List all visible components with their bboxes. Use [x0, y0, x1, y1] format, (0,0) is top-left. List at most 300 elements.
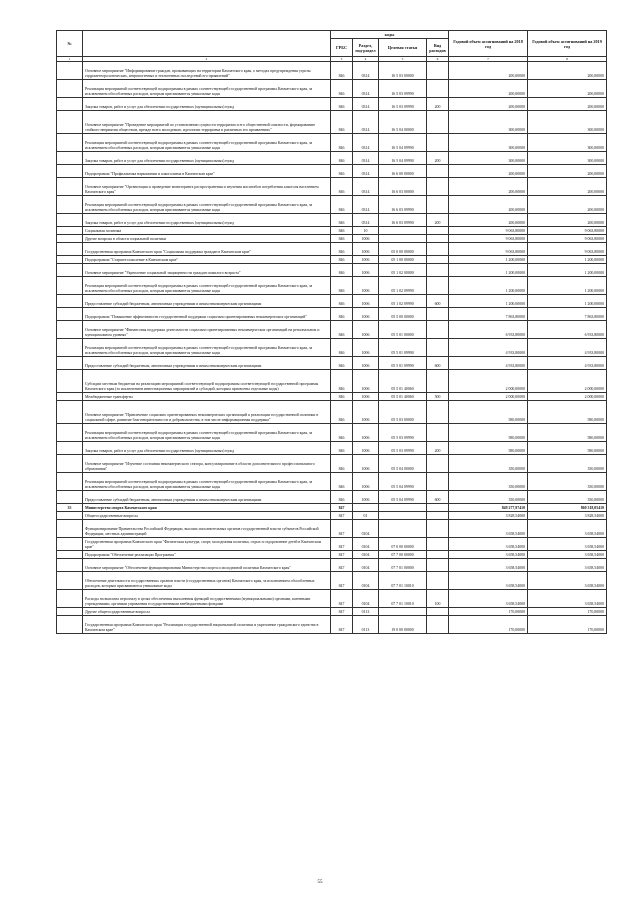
row-number — [57, 538, 83, 551]
row-amount-2018: 350,00000 — [449, 455, 528, 473]
row-grbs: 846 — [331, 424, 353, 442]
row-amount-2019: 9 063,80000 — [528, 243, 607, 256]
row-target-article: 05 5 04 09990 — [379, 473, 427, 491]
row-razdel: 1006 — [353, 491, 379, 504]
row-razdel: 1006 — [353, 442, 379, 455]
row-amount-2018: 1 200,00000 — [449, 277, 528, 295]
row-grbs: 846 — [331, 357, 353, 370]
row-expense-type: 200 — [427, 152, 449, 165]
row-grbs: 847 — [331, 559, 353, 572]
table-row — [57, 235, 607, 243]
table-row — [57, 134, 607, 152]
row-name: Подпрограмма "Старшее поколение в Камчатском крае" — [83, 256, 331, 264]
row-target-article: 07 7 01 10010 — [379, 590, 427, 608]
row-amount-2019: 1 200,00000 — [528, 277, 607, 295]
row-expense-type — [427, 572, 449, 590]
row-razdel: 0314 — [353, 214, 379, 227]
row-target-article: 16 5 04 09990 — [379, 152, 427, 165]
row-name: Подпрограмма "Обеспечение реализации Программы" — [83, 551, 331, 559]
row-expense-type — [427, 243, 449, 256]
row-amount-2019: 300,00000 — [528, 111, 607, 134]
row-razdel: 0314 — [353, 98, 379, 111]
row-number — [57, 277, 83, 295]
row-name: Реализация мероприятий соответствующей подпрограммы в рамках соответствующей государственной программы Камчатского края, за исключением обособленных расходов, которым присваиваются уникальные коды — [83, 473, 331, 491]
row-amount-2019: 3 658,54000 — [528, 538, 607, 551]
row-expense-type — [427, 370, 449, 393]
row-number — [57, 80, 83, 98]
row-name: Закупка товаров, работ и услуг для обеспечения государственных (муниципальных) нужд — [83, 152, 331, 165]
row-amount-2019: 170,00000 — [528, 608, 607, 616]
row-grbs: 846 — [331, 165, 353, 178]
row-name: Социальная политика — [83, 227, 331, 235]
row-amount-2018: 170,00000 — [449, 608, 528, 616]
row-target-article: 05 5 04 09990 — [379, 491, 427, 504]
row-name: Предоставление субсидий бюджетным, автономным учреждениям и иным некоммерческим организациям — [83, 491, 331, 504]
row-target-article: 16 5 03 09990 — [379, 80, 427, 98]
row-name: Реализация мероприятий соответствующей подпрограммы в рамках соответствующей государственной программы Камчатского края, за исключением обособленных расходов, которым присваиваются уникальные коды — [83, 424, 331, 442]
row-grbs: 847 — [331, 608, 353, 616]
row-expense-type — [427, 62, 449, 80]
row-target-article: 05 5 01 09990 — [379, 357, 427, 370]
row-amount-2019: 4 933,80000 — [528, 339, 607, 357]
row-target-article: 05 1 02 09990 — [379, 295, 427, 308]
row-number — [57, 491, 83, 504]
table-row — [57, 491, 607, 504]
row-amount-2019: 3 658,54000 — [528, 590, 607, 608]
row-target-article: 05 1 02 00000 — [379, 264, 427, 277]
row-amount-2019: 2 000,00000 — [528, 370, 607, 393]
row-amount-2019: 9 063,80000 — [528, 227, 607, 235]
row-amount-2018: 3 658,54000 — [449, 551, 528, 559]
row-razdel: 1006 — [353, 277, 379, 295]
budget-table-wrapper — [56, 30, 606, 634]
row-target-article: 16 5 03 00000 — [379, 62, 427, 80]
row-amount-2018: 2 000,00000 — [449, 370, 528, 393]
row-name: Подпрограмма "Профилактика наркомании и алкоголизма в Камчатском крае" — [83, 165, 331, 178]
row-razdel: 1006 — [353, 235, 379, 243]
row-grbs: 846 — [331, 256, 353, 264]
row-expense-type — [427, 401, 449, 424]
row-name: Государственная программа Камчатского края "Социальная поддержка граждан в Камчатском крае" — [83, 243, 331, 256]
row-grbs: 846 — [331, 227, 353, 235]
table-row — [57, 357, 607, 370]
row-name: Государственная программа Камчатского края "Реализация государственной национальной политики и укрепление гражданского единства в Камчатском крае" — [83, 616, 331, 634]
row-target-article: 16 6 03 09990 — [379, 196, 427, 214]
row-target-article: 05 5 01 09990 — [379, 339, 427, 357]
row-amount-2018: 9 063,80000 — [449, 243, 528, 256]
table-row — [57, 165, 607, 178]
row-number — [57, 165, 83, 178]
row-number — [57, 357, 83, 370]
table-row — [57, 178, 607, 196]
row-amount-2019: 300,00000 — [528, 152, 607, 165]
table-header — [57, 31, 607, 62]
row-name: Основное мероприятие "Укрепление социальной защищенности граждан пожилого возраста" — [83, 264, 331, 277]
row-name: Обеспечение деятельности государственных органов власти (государственных органов) Камчатского края, за исключением обособленных расходов, которым присваиваются уникальные коды — [83, 572, 331, 590]
row-expense-type — [427, 559, 449, 572]
row-expense-type — [427, 321, 449, 339]
row-number — [57, 98, 83, 111]
table-body — [57, 62, 607, 634]
row-target-article: 05 1 00 00000 — [379, 256, 427, 264]
row-target-article: 19 0 00 00000 — [379, 616, 427, 634]
row-grbs: 846 — [331, 277, 353, 295]
table-row — [57, 538, 607, 551]
header-codes: коды — [331, 31, 449, 39]
row-expense-type — [427, 264, 449, 277]
row-name: Другие общегосударственные вопросы — [83, 608, 331, 616]
row-name: Реализация мероприятий соответствующей подпрограммы в рамках соответствующей государственной программы Камчатского края, за исключением обособленных расходов, которым присваиваются уникальные коды — [83, 339, 331, 357]
row-expense-type: 200 — [427, 442, 449, 455]
table-row — [57, 321, 607, 339]
row-number — [57, 227, 83, 235]
row-grbs: 846 — [331, 442, 353, 455]
row-target-article: 05 5 03 00000 — [379, 401, 427, 424]
header-name — [83, 31, 331, 57]
row-amount-2019: 7 863,80000 — [528, 308, 607, 321]
header-index: 6 — [427, 57, 449, 62]
row-razdel: 1006 — [353, 321, 379, 339]
row-amount-2018: 4 933,80000 — [449, 357, 528, 370]
table-row — [57, 455, 607, 473]
row-expense-type — [427, 165, 449, 178]
table-row — [57, 111, 607, 134]
row-expense-type — [427, 520, 449, 538]
row-name: Реализация мероприятий соответствующей подпрограммы в рамках соответствующей государственной программы Камчатского края, за исключением обособленных расходов, которым присваиваются уникальные коды — [83, 134, 331, 152]
row-grbs: 846 — [331, 455, 353, 473]
table-row — [57, 551, 607, 559]
row-expense-type — [427, 308, 449, 321]
row-expense-type — [427, 235, 449, 243]
row-expense-type — [427, 551, 449, 559]
row-grbs: 846 — [331, 370, 353, 393]
row-expense-type — [427, 616, 449, 634]
row-number — [57, 616, 83, 634]
row-razdel: 0314 — [353, 178, 379, 196]
row-amount-2018: 580,00000 — [449, 401, 528, 424]
row-razdel: 0314 — [353, 152, 379, 165]
row-expense-type — [427, 196, 449, 214]
row-amount-2019: 3 658,54000 — [528, 551, 607, 559]
row-name: Предоставление субсидий бюджетным, автономным учреждениям и иным некоммерческим организациям — [83, 357, 331, 370]
table-row — [57, 339, 607, 357]
row-number — [57, 308, 83, 321]
row-amount-2018: 6 933,80000 — [449, 321, 528, 339]
table-row — [57, 243, 607, 256]
table-row — [57, 98, 607, 111]
table-row — [57, 572, 607, 590]
row-amount-2018: 3 658,54000 — [449, 520, 528, 538]
row-amount-2018: 200,00000 — [449, 196, 528, 214]
row-amount-2019: 580,00000 — [528, 401, 607, 424]
row-name: Межбюджетные трансферты — [83, 393, 331, 401]
row-amount-2018: 170,00000 — [449, 616, 528, 634]
row-amount-2019: 1 200,00000 — [528, 295, 607, 308]
row-name: Реализация мероприятий соответствующей подпрограммы в рамках соответствующей государственной программы Камчатского края, за исключением обособленных расходов, которым присваиваются уникальные коды — [83, 80, 331, 98]
row-grbs: 847 — [331, 616, 353, 634]
row-name: Субсидии местным бюджетам на реализацию мероприятий соответствующей подпрограммы соответствующей государственной программы Камчатского края (за исключением инвестиционных мероприятий и субсидий, которым присвоены отдельные коды) — [83, 370, 331, 393]
row-grbs: 846 — [331, 308, 353, 321]
row-target-article: 16 6 00 00000 — [379, 165, 427, 178]
row-amount-2018: 1 200,00000 — [449, 256, 528, 264]
row-razdel: 0104 — [353, 590, 379, 608]
header-vr: Вид расходов — [427, 39, 449, 57]
row-razdel: 0104 — [353, 520, 379, 538]
row-amount-2018: 2 000,00000 — [449, 393, 528, 401]
row-target-article: 05 5 03 09990 — [379, 442, 427, 455]
row-number — [57, 196, 83, 214]
row-grbs: 846 — [331, 295, 353, 308]
row-number — [57, 111, 83, 134]
row-razdel: 1006 — [353, 308, 379, 321]
row-expense-type — [427, 473, 449, 491]
row-grbs: 846 — [331, 235, 353, 243]
row-target-article: 05 0 00 00000 — [379, 243, 427, 256]
table-row — [57, 442, 607, 455]
row-grbs: 846 — [331, 491, 353, 504]
row-number — [57, 512, 83, 520]
row-grbs: 846 — [331, 196, 353, 214]
row-razdel: 0314 — [353, 111, 379, 134]
row-amount-2018: 3 828,54000 — [449, 512, 528, 520]
row-razdel: 0104 — [353, 559, 379, 572]
row-amount-2019: 3 658,54000 — [528, 559, 607, 572]
row-amount-2019: 350,00000 — [528, 473, 607, 491]
table-row — [57, 590, 607, 608]
row-target-article — [379, 608, 427, 616]
row-amount-2018: 200,00000 — [449, 62, 528, 80]
row-target-article: 16 6 03 00000 — [379, 178, 427, 196]
table-row — [57, 393, 607, 401]
row-grbs: 846 — [331, 339, 353, 357]
row-grbs: 846 — [331, 393, 353, 401]
row-number: 35 — [57, 504, 83, 512]
row-number — [57, 152, 83, 165]
row-number — [57, 235, 83, 243]
row-expense-type — [427, 227, 449, 235]
row-number — [57, 339, 83, 357]
row-amount-2018: 200,00000 — [449, 80, 528, 98]
row-amount-2018: 9 063,80000 — [449, 235, 528, 243]
row-expense-type — [427, 538, 449, 551]
row-razdel: 10 — [353, 227, 379, 235]
row-name: Основное мероприятие "Обеспечение функционирования Министерства спорта и молодежной политики Камчатского края" — [83, 559, 331, 572]
row-razdel: 1006 — [353, 393, 379, 401]
row-amount-2019: 200,00000 — [528, 165, 607, 178]
row-name: Основное мероприятие "Изучение состояния некоммерческого сектора, консультирование в области дополнительного профессионального образования" — [83, 455, 331, 473]
row-razdel: 0314 — [353, 196, 379, 214]
row-target-article: 07 7 00 00000 — [379, 551, 427, 559]
row-name: Основное мероприятие "Привлечение социально ориентированных некоммерческих организаций к реализации государственной политики в социальной сфере, развитие благотворительности и добровольчества, в том числе информационная поддержка" — [83, 401, 331, 424]
table-row — [57, 214, 607, 227]
row-razdel: 1006 — [353, 357, 379, 370]
table-row — [57, 152, 607, 165]
row-amount-2019: 1 200,00000 — [528, 264, 607, 277]
row-number — [57, 264, 83, 277]
row-number — [57, 442, 83, 455]
row-name: Реализация мероприятий соответствующей подпрограммы в рамках соответствующей государственной программы Камчатского края, за исключением обособленных расходов, которым присваиваются уникальные коды — [83, 196, 331, 214]
row-grbs: 846 — [331, 214, 353, 227]
row-razdel: 0104 — [353, 538, 379, 551]
row-target-article: 07 7 01 00000 — [379, 559, 427, 572]
row-target-article: 05 5 03 09990 — [379, 424, 427, 442]
row-razdel: 01 — [353, 512, 379, 520]
row-razdel: 1006 — [353, 401, 379, 424]
row-number — [57, 572, 83, 590]
table-row — [57, 512, 607, 520]
row-number — [57, 295, 83, 308]
row-grbs: 846 — [331, 243, 353, 256]
row-razdel: 1006 — [353, 424, 379, 442]
row-grbs: 846 — [331, 473, 353, 491]
row-expense-type — [427, 111, 449, 134]
table-row — [57, 504, 607, 512]
row-name: Основное мероприятие "Информирование граждан, проживающих на территории Камчатского края, о методах предупреждения угрозы гидрометеорологических, антропогенных и техногенных последствий его проявлений" — [83, 62, 331, 80]
row-expense-type — [427, 339, 449, 357]
row-expense-type — [427, 504, 449, 512]
row-amount-2018: 300,00000 — [449, 134, 528, 152]
row-target-article — [379, 227, 427, 235]
row-grbs: 846 — [331, 134, 353, 152]
row-amount-2018: 3 658,54000 — [449, 572, 528, 590]
row-grbs: 847 — [331, 590, 353, 608]
row-name: Функционирование Правительства Российской Федерации, высших исполнительных органов государственной власти субъектов Российской Федерации, местных администраций — [83, 520, 331, 538]
budget-table — [56, 30, 607, 634]
table-row — [57, 520, 607, 538]
row-name: Предоставление субсидий бюджетным, автономным учреждениям и иным некоммерческим организациям — [83, 295, 331, 308]
header-index: 2 — [83, 57, 331, 62]
header-2018: Годовой объем ассигнований на 2018 год — [449, 31, 528, 57]
row-expense-type — [427, 80, 449, 98]
table-row — [57, 401, 607, 424]
row-expense-type: 500 — [427, 393, 449, 401]
row-amount-2018: 3 658,54000 — [449, 559, 528, 572]
row-razdel: 1006 — [353, 455, 379, 473]
row-grbs: 847 — [331, 520, 353, 538]
row-name: Основное мероприятие "Финансовая поддержка деятельности социально ориентированных некоммерческих организаций на региональном и муниципальном уровнях" — [83, 321, 331, 339]
row-grbs: 846 — [331, 98, 353, 111]
row-amount-2019: 4 933,80000 — [528, 357, 607, 370]
row-amount-2019: 200,00000 — [528, 80, 607, 98]
row-expense-type: 600 — [427, 295, 449, 308]
row-target-article — [379, 512, 427, 520]
row-amount-2019: 580,00000 — [528, 442, 607, 455]
header-razdel: Раздел, под-раздел — [353, 39, 379, 57]
header-index: 7 — [449, 57, 528, 62]
row-amount-2019: 200,00000 — [528, 196, 607, 214]
row-amount-2018: 300,00000 — [449, 152, 528, 165]
row-amount-2018: 580,00000 — [449, 442, 528, 455]
row-amount-2018: 200,00000 — [449, 98, 528, 111]
row-amount-2018: 3 658,54000 — [449, 538, 528, 551]
row-expense-type: 600 — [427, 357, 449, 370]
row-razdel: 0314 — [353, 165, 379, 178]
row-amount-2018: 1 200,00000 — [449, 264, 528, 277]
row-target-article: 05 1 02 09990 — [379, 277, 427, 295]
row-number — [57, 455, 83, 473]
row-expense-type: 200 — [427, 214, 449, 227]
row-grbs: 847 — [331, 538, 353, 551]
row-target-article: 16 5 04 00000 — [379, 111, 427, 134]
row-number — [57, 590, 83, 608]
row-number — [57, 178, 83, 196]
row-amount-2018: 350,00000 — [449, 473, 528, 491]
row-grbs: 846 — [331, 264, 353, 277]
row-target-article — [379, 504, 427, 512]
row-razdel: 0314 — [353, 134, 379, 152]
table-row — [57, 424, 607, 442]
row-target-article — [379, 520, 427, 538]
row-amount-2019: 3 828,54000 — [528, 512, 607, 520]
row-amount-2019: 350,00000 — [528, 491, 607, 504]
table-row — [57, 295, 607, 308]
table-row — [57, 559, 607, 572]
row-amount-2019: 300,00000 — [528, 134, 607, 152]
row-amount-2018: 300,00000 — [449, 111, 528, 134]
row-target-article: 16 5 03 09990 — [379, 98, 427, 111]
row-name: Другие вопросы в области социальной политики — [83, 235, 331, 243]
row-expense-type — [427, 178, 449, 196]
row-name: Реализация мероприятий соответствующей подпрограммы в рамках соответствующей государственной программы Камчатского края, за исключением обособленных расходов, которым присваиваются уникальные коды — [83, 277, 331, 295]
row-razdel — [353, 504, 379, 512]
header-num: № — [57, 31, 83, 57]
table-row — [57, 264, 607, 277]
row-amount-2019: 200,00000 — [528, 178, 607, 196]
row-number — [57, 393, 83, 401]
row-expense-type: 600 — [427, 491, 449, 504]
row-name: Расходы на выплаты персоналу в целях обеспечения выполнения функций государственными (муниципальными) органами, казенными учреждениями, органами управления государственными внебюджетными фондами — [83, 590, 331, 608]
row-amount-2019: 200,00000 — [528, 62, 607, 80]
header-index: 3 — [331, 57, 353, 62]
row-amount-2019: 6 933,80000 — [528, 321, 607, 339]
table-row — [57, 256, 607, 264]
row-name: Закупка товаров, работ и услуг для обеспечения государственных (муниципальных) нужд — [83, 442, 331, 455]
row-razdel: 1006 — [353, 370, 379, 393]
row-amount-2018: 3 658,54000 — [449, 590, 528, 608]
row-amount-2018: 580,00000 — [449, 424, 528, 442]
table-row — [57, 608, 607, 616]
row-expense-type — [427, 608, 449, 616]
row-expense-type — [427, 424, 449, 442]
row-expense-type — [427, 256, 449, 264]
row-target-article: 05 5 00 00000 — [379, 308, 427, 321]
header-cs: Целевая статья — [379, 39, 427, 57]
row-name: Общегосударственные вопросы — [83, 512, 331, 520]
row-amount-2019: 2 000,00000 — [528, 393, 607, 401]
row-amount-2019: 9 063,80000 — [528, 235, 607, 243]
row-target-article: 05 5 04 00000 — [379, 455, 427, 473]
header-index: 4 — [353, 57, 379, 62]
table-row — [57, 308, 607, 321]
row-number — [57, 520, 83, 538]
row-target-article: 16 6 03 09990 — [379, 214, 427, 227]
table-row — [57, 370, 607, 393]
row-target-article: 05 5 01 00000 — [379, 321, 427, 339]
row-name: Государственная программа Камчатского края "Физическая культура, спорт, молодежная политика, отдых и оздоровление детей в Камчатском крае" — [83, 538, 331, 551]
header-index: 5 — [379, 57, 427, 62]
row-grbs: 846 — [331, 62, 353, 80]
row-number — [57, 370, 83, 393]
row-amount-2019: 200,00000 — [528, 214, 607, 227]
row-grbs: 846 — [331, 111, 353, 134]
row-amount-2018: 200,00000 — [449, 178, 528, 196]
row-number — [57, 559, 83, 572]
row-amount-2019: 170,00000 — [528, 616, 607, 634]
row-amount-2018: 849 277,97410 — [449, 504, 528, 512]
row-number — [57, 608, 83, 616]
row-razdel: 1006 — [353, 339, 379, 357]
row-name: Закупка товаров, работ и услуг для обеспечения государственных (муниципальных) нужд — [83, 214, 331, 227]
